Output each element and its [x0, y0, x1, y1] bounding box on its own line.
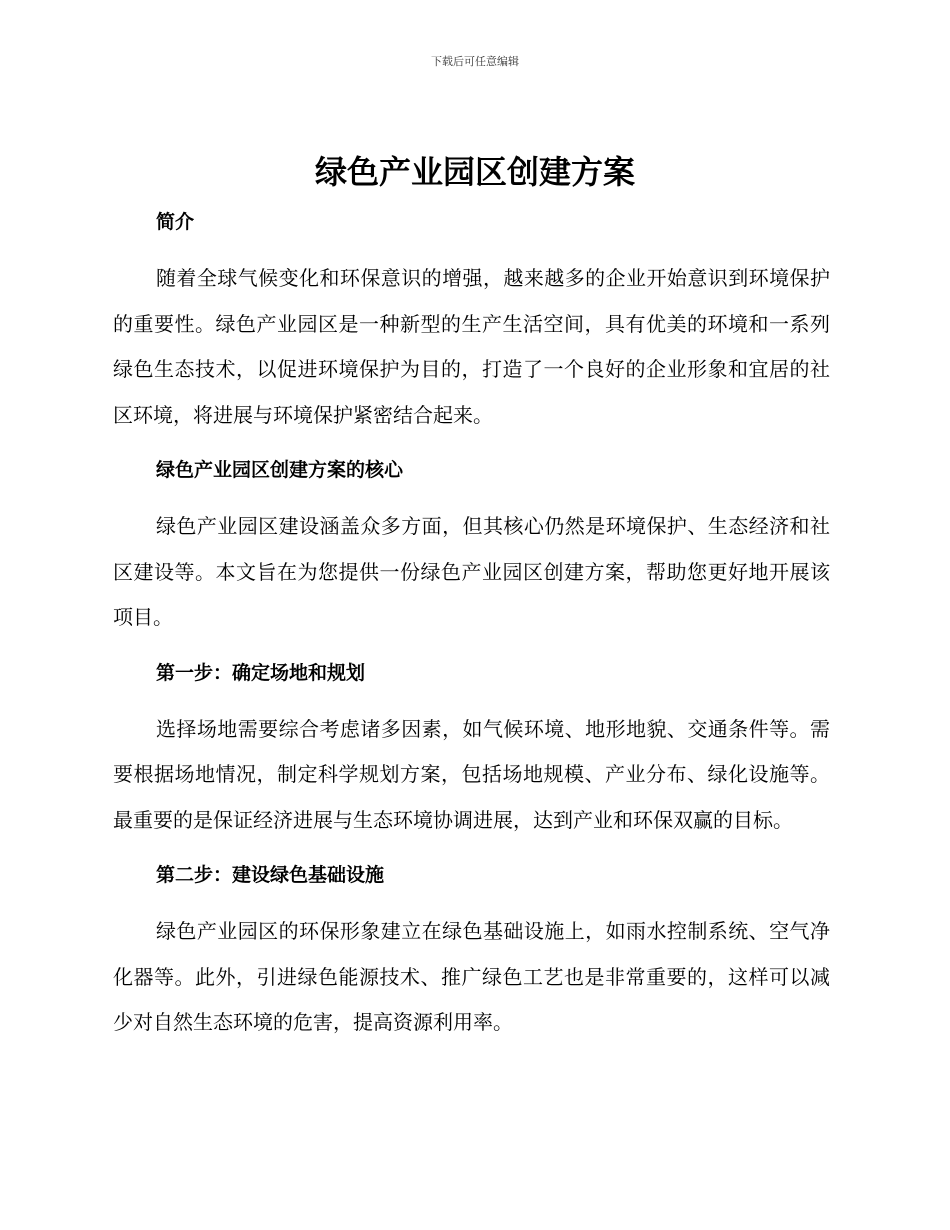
- section-heading-step-one: 第一步：确定场地和规划: [156, 661, 366, 684]
- section-paragraph-intro: 随着全球气候变化和环保意识的增强，越来越多的企业开始意识到环境保护的重要性。绿色产业园区是一种新型的生产生活空间，具有优美的环境和一系列绿色生态技术，以促进环境保护为目的，打造了一个良好的企业形象和宜居的社区环境，将进展与环境保护紧密结合起来。: [113, 266, 830, 427]
- document-body: [113, 200, 830, 1046]
- section-heading-core: 绿色产业园区创建方案的核心: [156, 459, 404, 481]
- section-heading-intro: 简介: [156, 211, 195, 233]
- section-paragraph-core: 绿色产业园区建设涵盖众多方面，但其核心仍然是环境保护、生态经济和社区建设等。本文旨在为您提供一份绿色产业园区创建方案，帮助您更好地开展该项目。: [113, 514, 830, 629]
- header-note: 下载后可任意编辑: [431, 55, 519, 68]
- document-title: 绿色产业园区创建方案: [314, 153, 635, 191]
- section-paragraph-step-two: 绿色产业园区的环保形象建立在绿色基础设施上，如雨水控制系统、空气净化器等。此外，引进绿色能源技术、推广绿色工艺也是非常重要的，这样可以减少对自然生态环境的危害，提高资源利用率。: [113, 919, 830, 1034]
- section-paragraph-step-one: 选择场地需要综合考虑诸多因素，如气候环境、地形地貌、交通条件等。需要根据场地情况，制定科学规划方案，包括场地规模、产业分布、绿化设施等。最重要的是保证经济进展与生态环境协调进展，达到产业和环保双赢的目标。: [113, 716, 830, 832]
- section-heading-step-two: 第二步：建设绿色基础设施: [156, 864, 385, 886]
